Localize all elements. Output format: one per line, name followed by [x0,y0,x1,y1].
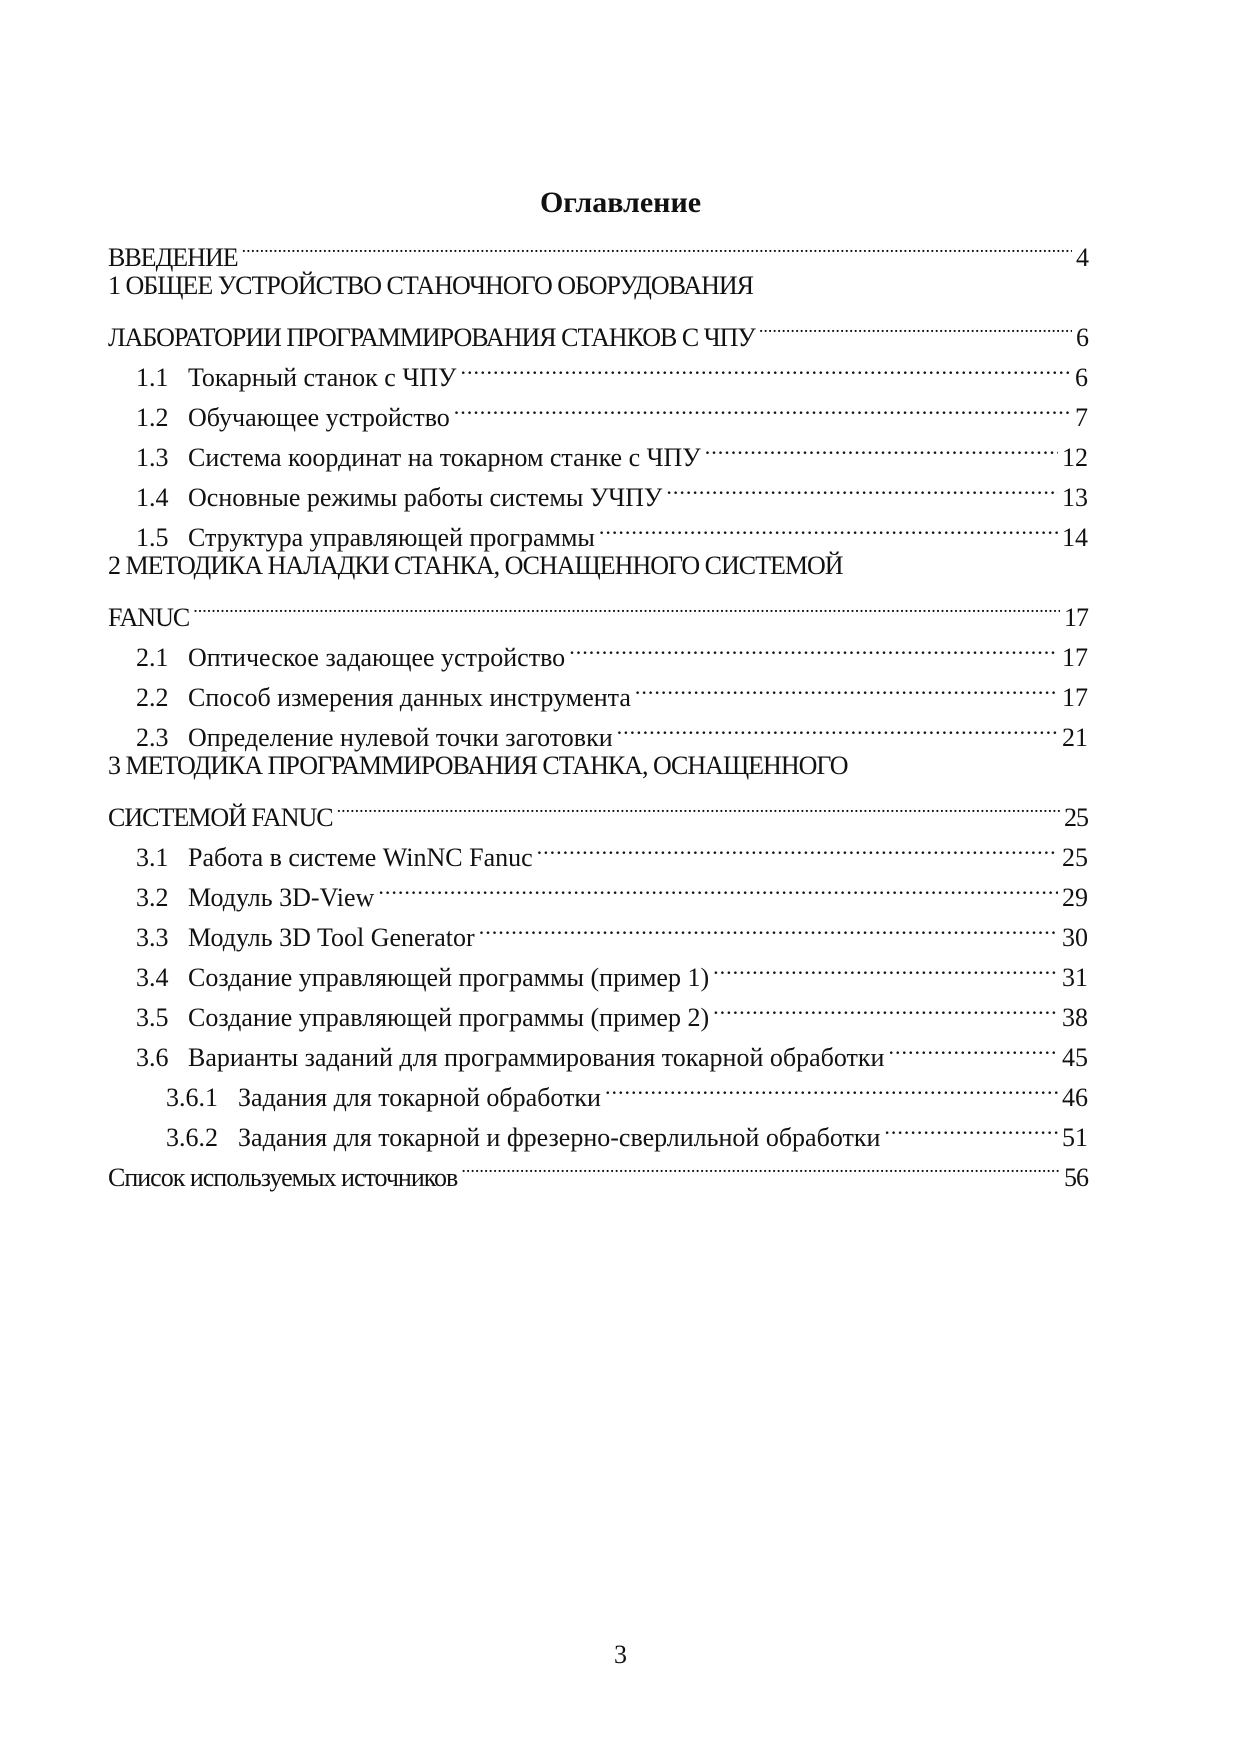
toc-entry-text: Задания для токарной обработки [238,1083,601,1112]
toc-leader-dots [635,666,1058,706]
toc-leader-dots [454,386,1071,426]
toc-entry-section-1-4[interactable] [108,466,1088,512]
toc-leader-dots [193,586,1060,626]
toc-entry-text: Основные режимы работы системы УЧПУ [188,483,663,512]
toc-entry-text: Модуль 3D Tool Generator [188,923,475,952]
toc-leader-dots [605,1066,1058,1106]
toc-entry-page: 6 [1076,323,1088,352]
toc-entry-text: Оптическое задающее устройство [188,643,566,672]
toc-entry-page: 29 [1062,883,1088,912]
toc-entry-section-3-6-1[interactable] [108,1066,1088,1112]
toc-entry-section-3-6[interactable] [108,1026,1088,1072]
toc-entry-text: Варианты заданий для программирования токарной обработки [188,1043,885,1072]
toc-entry-page: 12 [1062,443,1088,472]
toc-entry-number: 3.3 [136,923,169,952]
toc-entry-page: 7 [1075,403,1088,432]
toc-entry-text: ВВЕДЕНИЕ [108,243,238,272]
toc-entry-page: 38 [1062,1003,1088,1032]
toc-entry-section-2-2[interactable] [108,666,1088,712]
toc-entry-page: 6 [1075,363,1088,392]
toc-entry-number: 1.2 [136,403,169,432]
toc-entry-page: 17 [1062,683,1088,712]
toc-entry-text-continued: СИСТЕМОЙ FANUC [108,803,333,832]
toc-leader-dots [461,1146,1060,1186]
toc-leader-dots [569,626,1058,666]
toc-entry-text: Работа в системе WinNC Fanuc [188,843,533,872]
toc-leader-dots [479,906,1058,946]
toc-entry-number: 3.6.2 [166,1123,218,1152]
toc-entry-number: 3.6.1 [166,1083,218,1112]
toc-entry-text: МЕТОДИКА НАЛАДКИ СТАНКА, ОСНАЩЕННОГО СИСТЕМОЙ [125,551,843,580]
toc-entry-number: 3 [108,751,120,780]
toc-entry-section-3-4[interactable] [108,946,1088,992]
toc-leader-dots [759,306,1072,346]
table-of-contents [108,226,1088,1192]
toc-entry-section-3-5[interactable] [108,986,1088,1032]
toc-entry-number: 1.5 [136,523,169,552]
toc-entry-number: 3.2 [136,883,169,912]
toc-entry-page: 25 [1064,803,1088,832]
toc-entry-section-3-6-2[interactable] [108,1106,1088,1152]
toc-entry-text: Создание управляющей программы (пример 2) [188,1003,710,1032]
toc-entry-section-1-3[interactable] [108,426,1088,472]
toc-leader-dots [617,706,1058,746]
toc-entry-number: 3.6 [136,1043,169,1072]
toc-entry-page: 56 [1064,1163,1088,1192]
toc-leader-dots [242,226,1072,266]
toc-entry-text: Структура управляющей программы [188,523,595,552]
toc-entry-text: Список используемых источников [108,1163,458,1192]
toc-entry-page: 13 [1062,483,1088,512]
toc-entry-number: 2.1 [136,643,169,672]
page-number: 3 [614,1640,627,1669]
toc-entry-number: 1.1 [136,363,169,392]
toc-entry-section-2-3[interactable] [108,706,1088,752]
toc-entry-number: 2.3 [136,723,169,752]
toc-entry-text: ОБЩЕЕ УСТРОЙСТВО СТАНОЧНОГО ОБОРУДОВАНИЯ [125,271,754,300]
toc-entry-text: МЕТОДИКА ПРОГРАММИРОВАНИЯ СТАНКА, ОСНАЩЕННОГО [125,751,848,780]
toc-entry-page: 4 [1076,243,1088,272]
toc-entry-page: 30 [1062,923,1088,952]
toc-entry-section-3-3[interactable] [108,906,1088,952]
toc-leader-dots [705,426,1058,466]
toc-leader-dots [537,826,1058,866]
toc-leader-dots [378,866,1058,906]
toc-entry-chapter-2[interactable] [108,546,1088,632]
toc-leader-dots [460,346,1071,386]
toc-entry-page: 45 [1062,1043,1088,1072]
toc-entry-number: 3.1 [136,843,169,872]
toc-entry-page: 17 [1062,643,1088,672]
toc-entry-introduction[interactable] [108,226,1088,272]
toc-entry-text: Создание управляющей программы (пример 1) [188,963,710,992]
toc-entry-text: Система координат на токарном станке с ЧПУ [188,443,701,472]
toc-entry-page: 14 [1062,523,1088,552]
toc-entry-text: Токарный станок с ЧПУ [188,363,457,392]
toc-entry-number: 1.3 [136,443,169,472]
toc-entry-number: 3.4 [136,963,169,992]
toc-leader-dots [666,466,1058,506]
toc-entry-section-1-5[interactable] [108,506,1088,552]
toc-entry-text: Обучающее устройство [188,403,450,432]
toc-entry-text: Задания для токарной и фрезерно-сверлильной обработки [238,1123,881,1152]
toc-entry-text-continued: ЛАБОРАТОРИИ ПРОГРАММИРОВАНИЯ СТАНКОВ С ЧПУ [108,323,755,352]
toc-leader-dots [884,1106,1058,1146]
toc-entry-number: 2.2 [136,683,169,712]
toc-leader-dots [888,1026,1058,1066]
toc-entry-section-3-1[interactable] [108,826,1088,872]
toc-entry-text: Модуль 3D-View [188,883,375,912]
toc-entry-page: 46 [1062,1083,1088,1112]
toc-entry-page: 17 [1064,603,1088,632]
toc-leader-dots [713,986,1058,1026]
toc-entry-number: 1 [108,271,120,300]
toc-entry-number: 2 [108,551,120,580]
toc-entry-number: 1.4 [136,483,169,512]
toc-entry-number: 3.5 [136,1003,169,1032]
toc-title: Оглавление [539,186,702,219]
toc-leader-dots [337,786,1060,826]
toc-leader-dots [599,506,1058,546]
toc-entry-section-3-2[interactable] [108,866,1088,912]
toc-entry-section-1-2[interactable] [108,386,1088,432]
toc-entry-text: Способ измерения данных инструмента [188,683,631,712]
toc-entry-text: Определение нулевой точки заготовки [188,723,613,752]
toc-entry-section-2-1[interactable] [108,626,1088,672]
toc-leader-dots [713,946,1058,986]
toc-entry-page: 51 [1062,1123,1088,1152]
toc-entry-section-1-1[interactable] [108,346,1088,392]
toc-entry-references[interactable] [108,1146,1088,1192]
toc-entry-chapter-1[interactable] [108,266,1088,352]
toc-entry-page: 31 [1062,963,1088,992]
toc-entry-page: 25 [1062,843,1088,872]
toc-entry-text-continued: FANUC [108,603,190,632]
toc-entry-chapter-3[interactable] [108,746,1088,832]
toc-entry-page: 21 [1062,723,1088,752]
